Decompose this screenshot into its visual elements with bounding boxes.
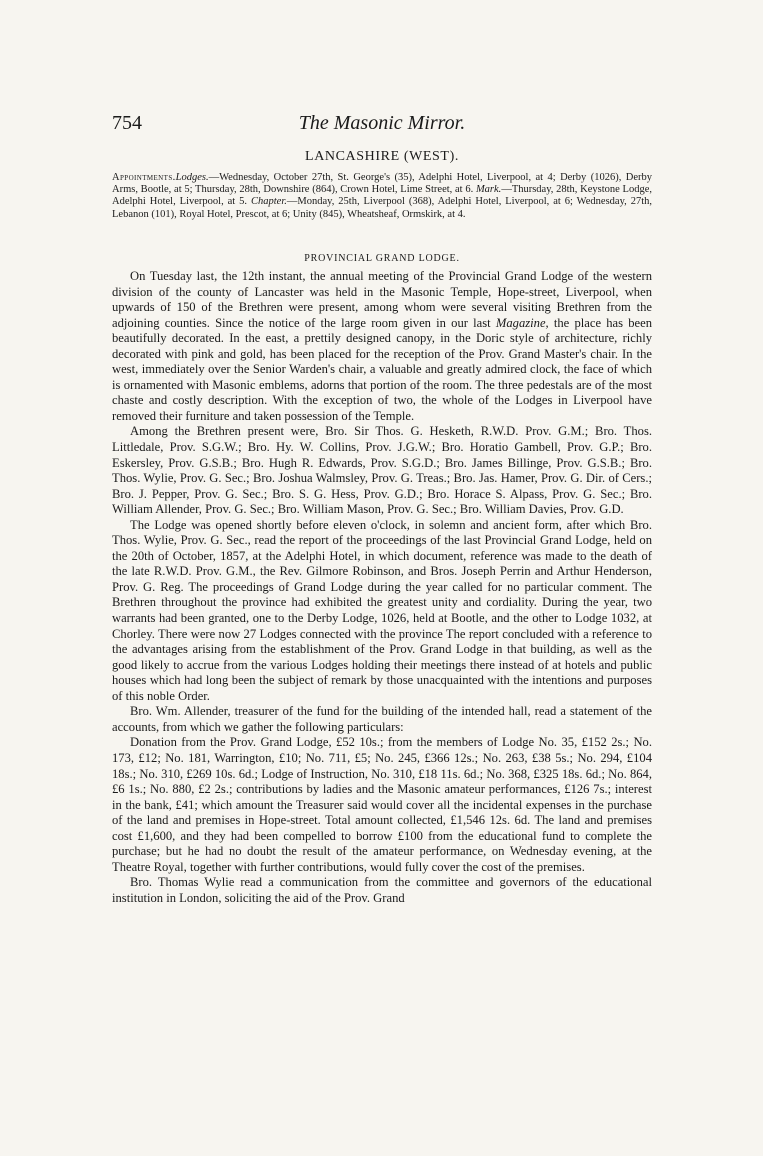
- mark-text: —Thursday, 28th, Keystone Lodge, Adelphi Hotel, Liverpool, at 5.: [112, 184, 652, 208]
- appointments-notice: [112, 172, 652, 221]
- paragraph: Among the Brethren present were, Bro. Sir Thos. G. Hesketh, R.W.D. Prov. G.M.; Bro. Thos. Littledale, Prov. S.G.W.; Bro. Hy. W. Collins, Prov. J.G.W.; Bro. Horatio Gambell, Prov. G.P.; Bro. Eskersley, Prov. G.S.B.; Bro. Hugh R. Edwards, Prov. S.G.D.; Bro. James Billinge, Prov. G.S.B.; Bro. Thos. Wylie, Prov. G. Sec.; Bro. Joshua Walmsley, Prov. G. Treas.; Bro. Jas. Hamer, Prov. G. Dir. of Cers.; Bro. J. Pepper, Prov. G. Sec.; Bro. S. G. Hess, Prov. G.D.; Bro. Horace S. Alpass, Prov. G. Sec.; Bro. William Allender, Prov. G. Sec.; Bro. William Mason, Prov. G. Sec.; Bro. William Davies, Prov. G.D.: [112, 424, 652, 517]
- paragraph-1-end: the place has been beautifully decorated. In the east, a prettily designed canopy, in the Doric style of architecture, richly decorated with pink and gold, has been placed for the reception of the Prov. Grand Master's chair. In the west, immediately over the Senior Warden's chair, a valuable and greatly admired clock, the face of which is ornamented with Masonic emblems, adorns that portion of the room. The three pedestals are of the most chaste and costly description. With the exception of two, the whole of the Lodges in Liverpool have removed their furniture and taken possession of the Temple.: [112, 315, 652, 423]
- appointments-lead: Appointments.: [112, 172, 176, 183]
- section-title: LANCASHIRE (WEST).: [305, 149, 459, 164]
- running-title: The Masonic Mirror.: [298, 112, 466, 134]
- subheading: PROVINCIAL GRAND LODGE.: [304, 253, 460, 264]
- chapter-label: Chapter.: [251, 196, 287, 208]
- paragraph: Bro. Wm. Allender, treasurer of the fund for the building of the intended hall, read a statement of the accounts, from which we gather the following particulars:: [112, 704, 652, 734]
- page-number: 754: [112, 112, 142, 134]
- paragraph: The Lodge was opened shortly before eleven o'clock, in solemn and ancient form, after which Bro. Thos. Wylie, Prov. G. Sec., read the report of the proceedings of the last Provincial Grand Lodge, held on the 20th of October, 1857, at the Adelphi Hotel, in which document, reference was made to the death of the late R.W.D. Prov. G.M., the Rev. Gilmore Robinson, and Bros. Joseph Perrin and Arthur Henderson, Prov. G. Reg. The proceedings of Grand Lodge during the year called for no particular comment. The Brethren throughout the province had exhibited the greatest unity and cordiality. During the year, two warrants had been granted, one to the Derby Lodge, 1026, held at Bootle, and the other to Lodge 1032, at Chorley. There were now 27 Lodges connected with the province The report concluded with a reference to the advantages arising from the establishment of the Prov. Grand Lodge in that building, as well as the good likely to accrue from the various Lodges holding their meetings there instead of at hotels and public houses which had long been the subject of remark by those unacquainted with the intentions and purposes of this noble Order.: [112, 517, 652, 703]
- magazine-title: Magazine,: [495, 315, 549, 330]
- mark-label: Mark.: [475, 184, 502, 196]
- lodges-label: Lodges.: [175, 172, 209, 183]
- paragraph: Donation from the Prov. Grand Lodge, £52 10s.; from the members of Lodge No. 35, £152 2s.; No. 173, £12; No. 181, Warrington, £10; No. 711, £5; No. 245, £366 12s.; No. 263, £38 5s.; No. 294, £104 18s.; No. 310, £269 10s. 6d.; Lodge of Instruction, No. 310, £18 11s. 6d.; No. 368, £325 18s. 6d.; No. 864, £6 1s.; No. 880, £2 2s.; contributions by ladies and the Masonic amateur performances, £126 7s.; interest in the bank, £41; which amount the Treasurer said would cover all the incidental expenses in the purchase of the land and premises in Hope-street. Total amount collected, £1,546 12s. 6d. The land and premises cost £1,600, and they had been compelled to borrow £100 from the educational fund to complete the purchase; but he had no doubt the result of the amateur performance, on Wednesday evening, at the Theatre Royal, together with further contributions, would fully cover the cost of the premises.: [112, 735, 652, 874]
- chapter-text: —Monday, 25th, Liverpool (368), Adelphi Hotel, Liverpool, at 6; Wednesday, 27th, Lebanon (101), Royal Hotel, Prescot, at 6; Unity (845), Wheatsheaf, Ormskirk, at 4.: [112, 196, 653, 220]
- article-body: [112, 269, 652, 906]
- paragraph: Bro. Thomas Wylie read a communication from the committee and governors of the educational institution in London, soliciting the aid of the Prov. Grand: [112, 875, 652, 905]
- paragraph-1-start: On Tuesday last, the 12th instant, the annual meeting of the Provincial Grand Lodge of the western division of the county of Lancaster was held in the Masonic Temple, Hope-street, Liverpool, when upwards of 150 of the Brethren were present, among whom were several visiting Brethren from the adjoining counties. Since the notice of the large room given in our last: [112, 269, 652, 330]
- paragraph: [112, 269, 652, 424]
- page-header: [112, 112, 652, 138]
- lodges-text: —Wednesday, October 27th, St. George's (35), Adelphi Hotel, Liverpool, at 4; Derby (1026), Derby Arms, Bootle, at 5; Thursday, 28th, Downshire (864), Crown Hotel, Lime Street, at 6.: [112, 172, 652, 196]
